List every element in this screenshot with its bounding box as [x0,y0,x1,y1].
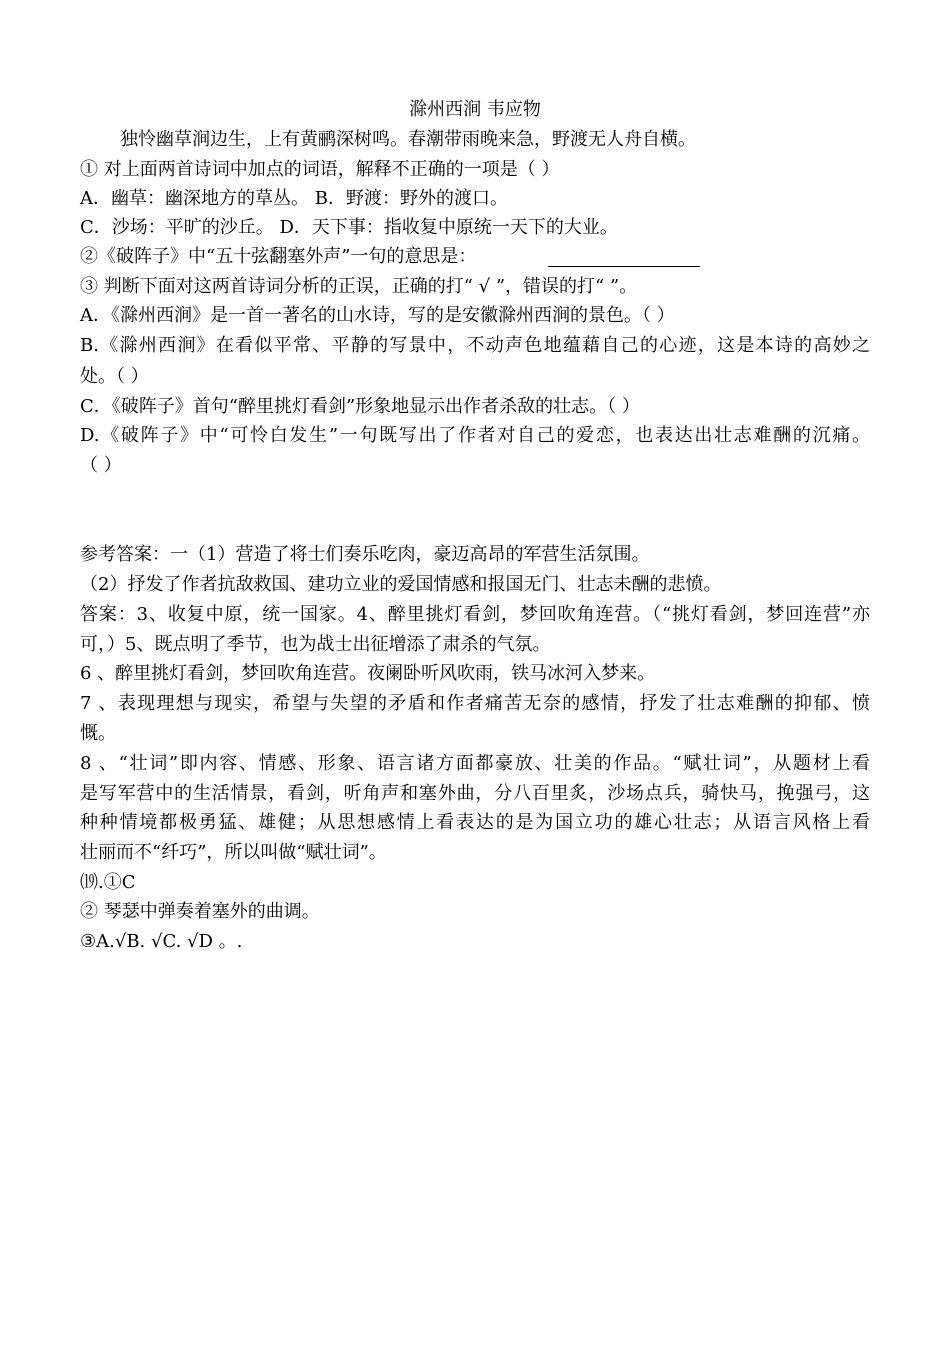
answer-8-line-2: 是写军营中的生活情景，看剑，听角声和塞外曲，分八百里炙，沙场点兵，骑快马，挽强弓，这 [80,783,870,804]
answer-19-3: ③A.√B. √C. √D 。. [80,931,243,952]
answer-8-line-3: 种种情境都极勇猛、雄健；从思想感情上看表达的是为国立功的雄心壮志；从语言风格上看 [80,812,870,833]
question-1: ① 对上面两首诗词中加点的词语，解释不正确的一项是（ ） [80,159,560,180]
answer-7-line-1: 7 、表现理想与现实，希望与失望的矛盾和作者痛苦无奈的感情，抒发了壮志难酬的抑郁、愤 [80,693,870,714]
question-3-option-d-line-2: （ ） [80,455,122,476]
answer-19-2: ② 琴瑟中弹奏着塞外的曲调。 [80,901,320,922]
question-3-option-d-line-1: D.《破阵子》中“可怜白发生”一句既写出了作者对自己的爱恋，也表达出壮志难酬的沉痛。 [80,425,870,446]
answer-intro: 参考答案：一（1）营造了将士们奏乐吃肉，豪迈高昂的军营生活氛围。 [80,544,650,565]
question-1-options-cd: C．沙场：平旷的沙丘。 D．天下事：指收复中原统一天下的大业。 [80,217,618,238]
question-3-option-b-line-1: B.《滁州西涧》在看似平常、平静的写景中，不动声色地蕴藉自己的心迹，这是本诗的高妙之 [80,335,870,356]
question-1-options-ab: A．幽草：幽深地方的草丛。 B．野渡：野外的渡口。 [80,188,508,209]
question-3-option-b-line-2: 处。（ ） [80,366,149,387]
answer-8-line-4: 壮丽而不“纤巧”，所以叫做“赋壮词”。 [80,842,387,863]
poem-title: 滁州西涧 韦应物 [409,99,541,120]
question-3-option-a: A．《滁州西涧》是一首一著名的山水诗，写的是安徽滁州西涧的景色。（ ） [80,305,675,326]
answer-7-line-2: 慨。 [80,723,116,744]
poem-text: 独怜幽草涧边生，上有黄鹂深树鸣。春潮带雨晚来急，野渡无人舟自横。 [120,129,696,150]
answer-2: （2）抒发了作者抗敌救国、建功立业的爱国情感和报国无门、壮志未酬的悲愤。 [80,574,722,595]
answer-6: 6 、醉里挑灯看剑，梦回吹角连营。夜阑卧听风吹雨，铁马冰河入梦来。 [80,663,656,684]
answer-blank-line [548,266,700,267]
question-2: ②《破阵子》中“五十弦翻塞外声”一句的意思是： [80,246,477,267]
question-3: ③ 判断下面对这两首诗词分析的正误，正确的打“ √ ”，错误的打“ ”。 [80,276,638,297]
answer-3-5-line-2: 可，）5、既点明了季节，也为战士出征增添了肃杀的气氛。 [80,634,551,655]
question-3-option-c: C．《破阵子》首句“醉里挑灯看剑”形象地显示出作者杀敌的壮志。（ ） [80,396,640,417]
answer-3-5-line-1: 答案：3、收复中原，统一国家。4、醉里挑灯看剑，梦回吹角连营。（“挑灯看剑，梦回连营”亦 [80,604,870,625]
answer-8-line-1: 8 、“壮词”即内容、情感、形象、语言诸方面都豪放、壮美的作品。“赋壮词”，从题材上看 [80,753,870,774]
answer-19-1: ⒆.①C [80,872,136,893]
